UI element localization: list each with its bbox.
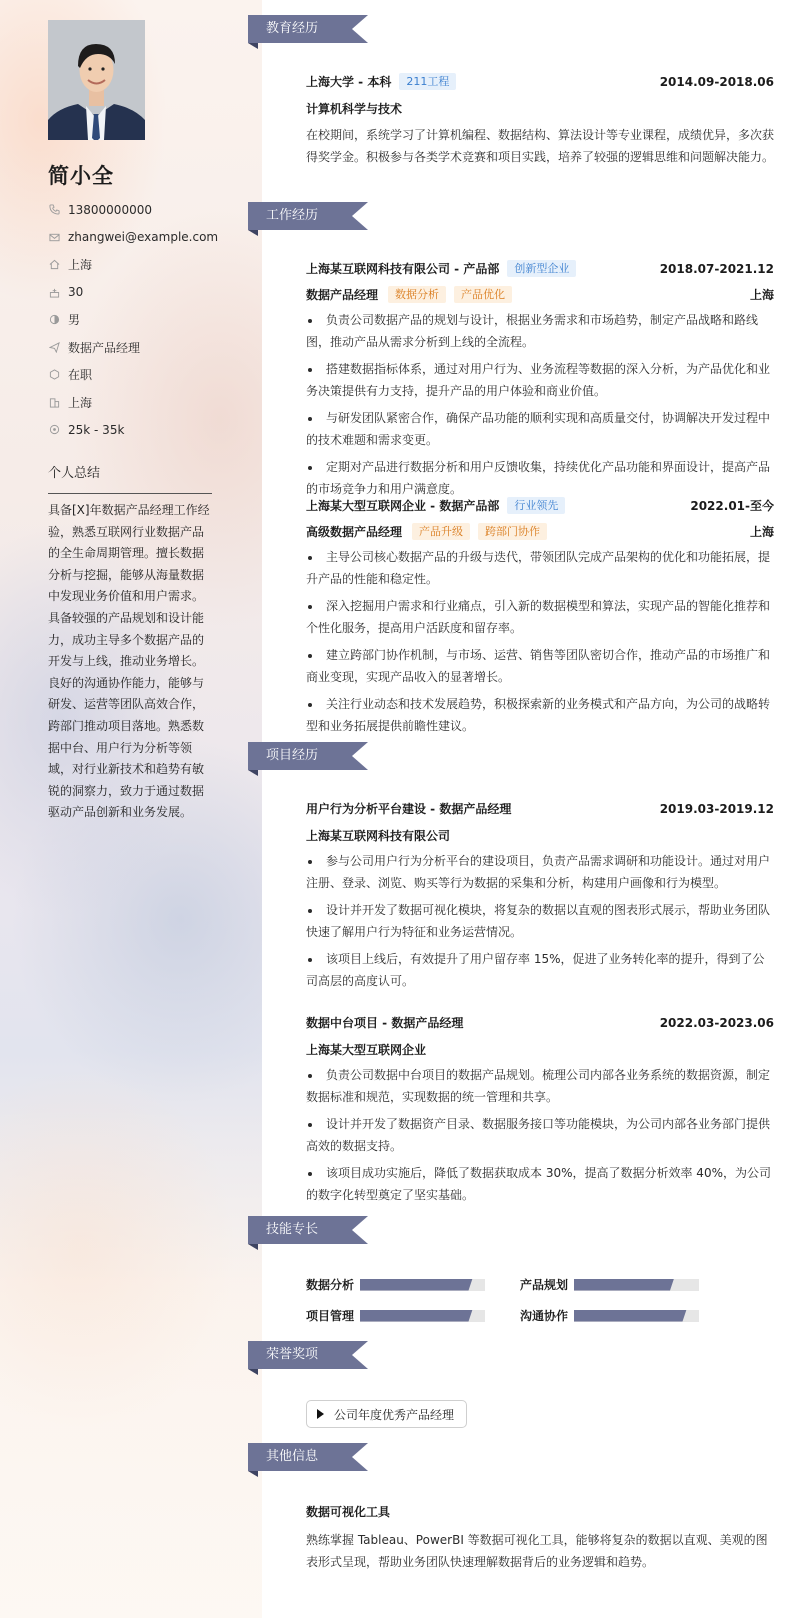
main-content	[248, 0, 794, 1618]
contact-phone: 13800000000	[48, 196, 248, 224]
contact-home: 上海	[48, 251, 248, 279]
avatar	[48, 20, 145, 140]
summary-title: 个人总结	[48, 462, 212, 494]
section-title: 教育经历	[248, 15, 352, 43]
sidebar	[0, 0, 262, 1618]
company-name: 上海某互联网科技有限公司 - 产品部	[306, 262, 500, 276]
education-desc: 在校期间，系统学习了计算机编程、数据结构、算法设计等专业课程，成绩优异，多次获得奖学金。积极参与各类学术竞赛和项目实践，培养了较强的逻辑思维和问题解决能力。	[306, 128, 775, 164]
education-date: 2014.09-2018.06	[659, 74, 774, 89]
list-item: 与研发团队紧密合作，确保产品功能的顺利实现和高质量交付，协调解决开发过程中的技术难题和需求变更。	[306, 408, 774, 451]
salary-icon	[48, 424, 60, 436]
list-item: 深入挖掘用户需求和行业痛点，引入新的数据模型和算法，实现产品的智能化推荐和个性化服务，提高用户活跃度和留存率。	[306, 596, 774, 639]
play-icon	[317, 1409, 324, 1419]
school-tag: 211工程	[399, 73, 456, 90]
project-company: 上海某互联网科技有限公司	[306, 829, 451, 843]
contact-position: 数据产品经理	[48, 334, 248, 362]
building-icon	[48, 396, 60, 408]
job-title: 高级数据产品经理	[306, 525, 403, 539]
section-skills-header	[248, 1216, 352, 1246]
age-icon	[48, 286, 60, 298]
company-name: 上海某大型互联网企业 - 数据产品部	[306, 499, 500, 513]
skill-item	[306, 1307, 485, 1324]
section-awards-header	[248, 1341, 352, 1371]
job-title: 数据产品经理	[306, 288, 379, 302]
award-label: 公司年度优秀产品经理	[334, 1407, 455, 1422]
skill-bar	[574, 1310, 699, 1322]
summary-text: 具备[X]年数据产品经理工作经验，熟悉互联网行业数据产品的全生命周期管理。擅长数据分析与挖掘，能够从海量数据中发现业务价值和用户需求。具备较强的产品规划和设计能力，成功主导多个数据产品的开发与上线，推动业务增长。良好的沟通协作能力，能够与研发、运营等团队高效合作，跨部门推动项目落地。熟悉数据中台、用户行为分析等领域，对行业新技术和趋势有敏锐的洞察力，致力于通过数据驱动产品创新和业务发展。	[48, 503, 210, 820]
other-title: 数据可视化工具	[306, 1505, 391, 1519]
project-title: 用户行为分析平台建设 - 数据产品经理	[306, 802, 512, 816]
candidate-name: 简小全	[48, 164, 114, 188]
skill-item	[306, 1276, 485, 1293]
project-date: 2019.03-2019.12	[659, 801, 774, 816]
project-entry	[306, 1014, 774, 1212]
contact-email: zhangwei@example.com	[48, 224, 248, 252]
skill-name: 沟通协作	[520, 1309, 569, 1323]
skill-name: 项目管理	[306, 1309, 355, 1323]
send-icon	[48, 341, 60, 353]
project-date: 2022.03-2023.06	[659, 1015, 774, 1030]
work-entry	[306, 497, 774, 743]
role-tag: 数据分析	[388, 286, 446, 303]
major: 计算机科学与技术	[306, 102, 403, 116]
project-bullets	[306, 1065, 774, 1206]
award-item[interactable]	[306, 1400, 467, 1428]
school-name: 上海大学 - 本科	[306, 75, 392, 89]
home-icon	[48, 259, 60, 271]
section-title: 荣誉奖项	[248, 1341, 352, 1369]
list-item: 建立跨部门协作机制，与市场、运营、销售等团队密切合作，推动产品的市场推广和商业变现，实现产品收入的显著增长。	[306, 645, 774, 688]
list-item: 主导公司核心数据产品的升级与迭代，带领团队完成产品架构的优化和功能拓展，提升产品的性能和稳定性。	[306, 547, 774, 590]
contact-status: 在职	[48, 361, 248, 389]
work-city: 上海	[749, 525, 774, 539]
contact-list	[48, 196, 248, 444]
section-title: 技能专长	[248, 1216, 352, 1244]
contact-age: 30	[48, 279, 248, 307]
gender-icon	[48, 314, 60, 326]
work-bullets	[306, 310, 774, 500]
list-item: 负责公司数据产品的规划与设计，根据业务需求和市场趋势，制定产品战略和路线图，推动产品从需求分析到上线的全流程。	[306, 310, 774, 353]
education-entry	[306, 73, 774, 168]
section-other-header	[248, 1443, 352, 1473]
skill-item	[520, 1276, 699, 1293]
avatar-photo	[48, 20, 145, 140]
list-item: 设计并开发了数据资产目录、数据服务接口等功能模块，为公司内部各业务部门提供高效的数据支持。	[306, 1114, 774, 1157]
list-item: 关注行业动态和技术发展趋势，积极探索新的业务模式和产品方向，为公司的战略转型和业务拓展提供前瞻性建议。	[306, 694, 774, 737]
skill-name: 产品规划	[520, 1278, 569, 1292]
skill-bar	[574, 1279, 699, 1291]
section-education-header	[248, 15, 352, 45]
list-item: 该项目上线后，有效提升了用户留存率 15%，促进了业务转化率的提升，得到了公司高层的高度认可。	[306, 949, 774, 992]
project-bullets	[306, 851, 774, 992]
role-tag: 产品升级	[412, 523, 470, 540]
list-item: 设计并开发了数据可视化模块，将复杂的数据以直观的图表形式展示，帮助业务团队快速了解用户行为特征和业务运营情况。	[306, 900, 774, 943]
role-tag: 跨部门协作	[478, 523, 547, 540]
section-title: 工作经历	[248, 202, 352, 230]
status-icon	[48, 369, 60, 381]
other-entry	[306, 1503, 774, 1573]
section-title: 项目经历	[248, 742, 352, 770]
section-projects-header	[248, 742, 352, 772]
section-title: 其他信息	[248, 1443, 352, 1471]
company-tag: 创新型企业	[507, 260, 576, 277]
list-item: 参与公司用户行为分析平台的建设项目，负责产品需求调研和功能设计。通过对用户注册、登录、浏览、购买等行为数据的采集和分析，构建用户画像和行为模型。	[306, 851, 774, 894]
skill-bar	[360, 1310, 485, 1322]
project-company: 上海某大型互联网企业	[306, 1043, 427, 1057]
company-tag: 行业领先	[507, 497, 565, 514]
work-city: 上海	[749, 288, 774, 302]
phone-icon	[48, 204, 60, 216]
contact-gender: 男	[48, 306, 248, 334]
work-date: 2022.01-至今	[690, 499, 774, 513]
work-bullets	[306, 547, 774, 737]
mail-icon	[48, 231, 60, 243]
skill-item	[520, 1307, 699, 1324]
project-entry	[306, 800, 774, 998]
project-title: 数据中台项目 - 数据产品经理	[306, 1016, 464, 1030]
role-tag: 产品优化	[454, 286, 512, 303]
skill-bar	[360, 1279, 485, 1291]
list-item: 定期对产品进行数据分析和用户反馈收集，持续优化产品功能和界面设计，提高产品的市场竞争力和用户满意度。	[306, 457, 774, 500]
contact-city: 上海	[48, 389, 248, 417]
list-item: 搭建数据指标体系，通过对用户行为、业务流程等数据的深入分析，为产品优化和业务决策提供有力支持，提升产品的用户体验和商业价值。	[306, 359, 774, 402]
contact-salary: 25k - 35k	[48, 416, 248, 444]
skill-name: 数据分析	[306, 1278, 355, 1292]
work-entry	[306, 260, 774, 506]
work-date: 2018.07-2021.12	[659, 261, 774, 276]
list-item: 该项目成功实施后，降低了数据获取成本 30%，提高了数据分析效率 40%，为公司的数字化转型奠定了坚实基础。	[306, 1163, 774, 1206]
other-desc: 熟练掌握 Tableau、PowerBI 等数据可视化工具，能够将复杂的数据以直观、美观的图表形式呈现，帮助业务团队快速理解数据背后的业务逻辑和趋势。	[306, 1533, 768, 1569]
list-item: 负责公司数据中台项目的数据产品规划。梳理公司内部各业务系统的数据资源，制定数据标准和规范，实现数据的统一管理和共享。	[306, 1065, 774, 1108]
section-work-header	[248, 202, 352, 232]
